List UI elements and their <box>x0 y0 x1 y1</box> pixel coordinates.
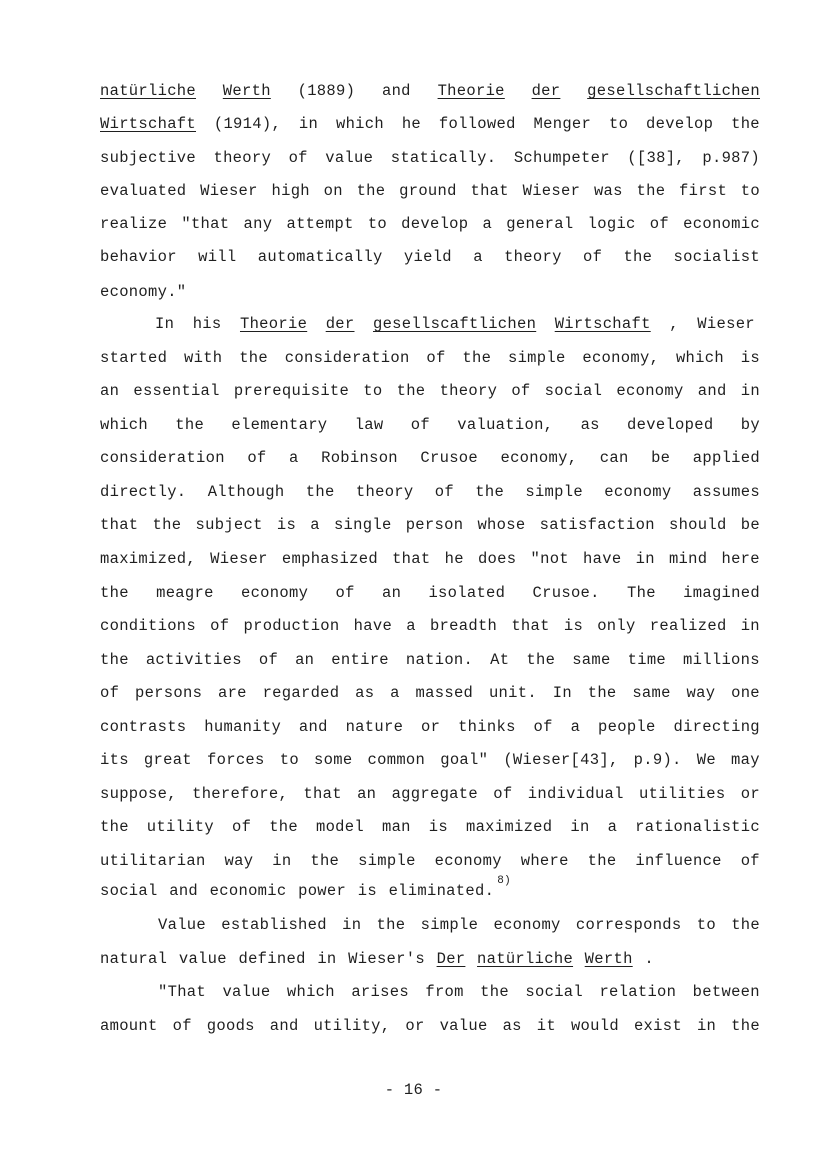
page-number: - 16 - <box>384 1081 443 1099</box>
text-line: utilitarian way in the simple economy where the influence of <box>100 852 760 870</box>
text-line: natural value defined in Wieser's Der natürliche Werth . <box>100 950 654 968</box>
text-line: Wirtschaft (1914), in which he followed Menger to develop the <box>100 115 760 133</box>
text-line: In his Theorie der gesellscaftlichen Wirtschaft , Wieser <box>155 315 755 333</box>
text-line: natürliche Werth (1889) and Theorie der gesellschaftlichen <box>100 82 760 100</box>
text-line: subjective theory of value statically. Schumpeter ([38], p.987) <box>100 149 760 167</box>
text-line: the utility of the model man is maximized in a rationalistic <box>100 818 760 836</box>
text-line: an essential prerequisite to the theory of social economy and in <box>100 382 760 400</box>
footnote-marker: 8) <box>497 875 512 887</box>
text-line: directly. Although the theory of the simple economy assumes <box>100 483 760 501</box>
text-line: economy." <box>100 283 187 301</box>
text-line: amount of goods and utility, or value as it would exist in the <box>100 1017 760 1035</box>
text-line: behavior will automatically yield a theory of the socialist <box>100 248 760 266</box>
text-line: consideration of a Robinson Crusoe economy, can be applied <box>100 449 760 467</box>
text-line: contrasts humanity and nature or thinks of a people directing <box>100 718 760 736</box>
text-line: evaluated Wieser high on the ground that Wieser was the first to <box>100 182 760 200</box>
text-line: Value established in the simple economy corresponds to the <box>158 916 760 934</box>
text-line: social and economic power is eliminated. 8) <box>100 880 760 902</box>
text-line: which the elementary law of valuation, as developed by <box>100 416 760 434</box>
text-line: realize "that any attempt to develop a general logic of economic <box>100 215 760 233</box>
text-line: its great forces to some common goal" (Wieser[43], p.9). We may <box>100 751 760 769</box>
text-line: of persons are regarded as a massed unit. In the same way one <box>100 684 760 702</box>
text-line: started with the consideration of the simple economy, which is <box>100 349 760 367</box>
text-line: the activities of an entire nation. At the same time millions <box>100 651 760 669</box>
text-line: maximized, Wieser emphasized that he does "not have in mind here <box>100 550 760 568</box>
text-line: that the subject is a single person whose satisfaction should be <box>100 516 760 534</box>
text-line: the meagre economy of an isolated Crusoe. The imagined <box>100 584 760 602</box>
text-line: "That value which arises from the social relation between <box>158 983 760 1001</box>
text-line: suppose, therefore, that an aggregate of individual utilities or <box>100 785 760 803</box>
text-line: conditions of production have a breadth that is only realized in <box>100 617 760 635</box>
